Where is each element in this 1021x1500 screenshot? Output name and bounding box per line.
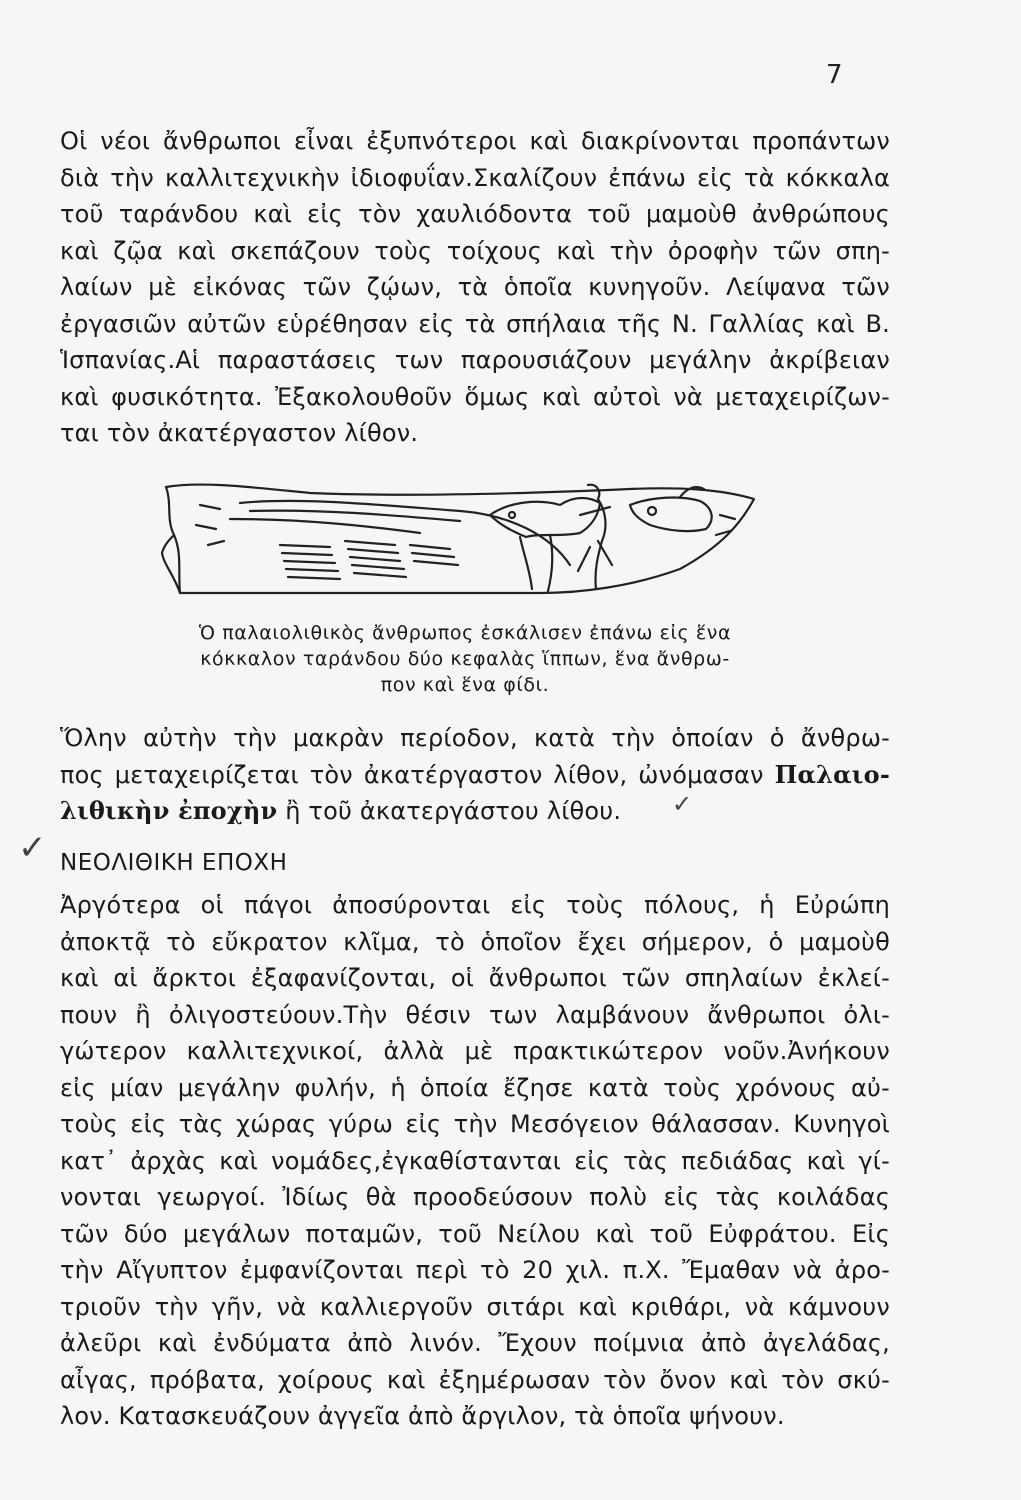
margin-check-mark: ✓ xyxy=(672,790,693,818)
text-line: Ἱσπανίας.Αἱ παραστάσεις των παρουσιάζουν μεγάλην ἀκρίβειαν xyxy=(60,346,890,374)
text-segment: πος μεταχειρίζεται τὸν ἀκατέργαστον λίθον, ὠνόμασαν xyxy=(60,760,775,789)
caption-line: Ὁ παλαιολιθικὸς ἄνθρωπος ἐσκάλισεν ἐπάνω εἰς ἕνα xyxy=(198,622,732,644)
text-line: τὴν Αἴγυπτον ἐμφανίζονται περὶ τὸ 20 χιλ. π.Χ. Ἔμαθαν νὰ ἀρο- xyxy=(60,1256,890,1284)
bone-engraving-drawing xyxy=(160,475,760,605)
text-line: τῶν δύο μεγάλων ποταμῶν, τοῦ Νείλου καὶ τοῦ Εὐφράτου. Εἰς xyxy=(60,1219,890,1248)
paragraph-paleolithic-era xyxy=(60,720,890,830)
text-line: τοὺς εἰς τὰς χώρας γύρω εἰς τὴν Μεσόγειον θάλασσαν. Κυνηγοὶ xyxy=(60,1110,890,1138)
text-line: αἶγας, πρόβατα, χοίρους καὶ ἐξημέρωσαν τὸν ὄνον καὶ τὸν σκύ- xyxy=(60,1365,890,1394)
text-line xyxy=(60,793,890,830)
text-line: γώτερον καλλιτεχνικοί, ἀλλὰ μὲ πρακτικώτερον νοῦν.Ἀνήκουν xyxy=(60,1037,890,1065)
carved-bone-illustration xyxy=(160,475,760,605)
page-number: 7 xyxy=(826,60,843,90)
text-line: λαίων μὲ εἰκόνας τῶν ζῴων, τὰ ὁποῖα κυνηγοῦν. Λείψανα τῶν xyxy=(60,273,890,301)
margin-v-mark: ✓ xyxy=(18,828,47,868)
bold-term: λιθικὴν ἐποχὴν xyxy=(60,796,278,825)
text-line: διὰ τὴν καλλιτεχνικὴν ἰδιοφυΐαν.Σκαλίζουν ἐπάνω εἰς τὰ κόκκαλα xyxy=(60,163,890,192)
section-heading-neolithic: ΝΕΟΛΙΘΙΚΗ ΕΠΟΧΗ xyxy=(60,850,288,876)
horse-head-right xyxy=(630,498,712,532)
text-line: ἐργασιῶν αὐτῶν εὑρέθησαν εἰς τὰ σπήλαια τῆς Ν. Γαλλίας καὶ Β. xyxy=(60,309,890,338)
paragraph-paleolithic-art xyxy=(60,123,890,452)
text-line: ἀποκτᾷ τὸ εὔκρατον κλῖμα, τὸ ὁποῖον ἔχει σήμερον, ὁ μαμοὺθ xyxy=(60,927,890,956)
caption-line: κόκκαλον ταράνδου δύο κεφαλὰς ἵππων, ἕνα ἄνθρω- xyxy=(200,648,730,670)
text-line: ἀλεῦρι καὶ ἐνδύματα ἀπὸ λινόν. Ἔχουν ποίμνια ἀπὸ ἀγελάδας, xyxy=(60,1329,890,1357)
text-line: ται τὸν ἀκατέργαστον λίθον. xyxy=(60,419,419,447)
text-line xyxy=(60,757,890,794)
caption-line: πον καὶ ἕνα φίδι. xyxy=(380,674,550,696)
text-line: κατ᾽ ἀρχὰς καὶ νομάδες,ἐγκαθίστανται εἰς τὰς πεδιάδας καὶ γί- xyxy=(60,1146,890,1175)
text-line: νονται γεωργοί. Ἰδίως θὰ προοδεύσουν πολὺ εἰς τὰς κοιλάδας xyxy=(60,1183,890,1211)
text-line: καὶ αἱ ἄρκτοι ἐξαφανίζονται, οἱ ἄνθρωποι τῶν σπηλαίων ἐκλεί- xyxy=(60,964,890,992)
text-segment: ἢ τοῦ ἀκατεργάστου λίθου. xyxy=(277,797,622,825)
text-line: εἰς μίαν μεγάλην φυλήν, ἡ ὁποία ἔζησε κατὰ τοὺς χρόνους αὐ- xyxy=(60,1073,890,1102)
text-line: πουν ἢ ὀλιγοστεύουν.Τὴν θέσιν των λαμβάνουν ἄνθρωποι ὀλι- xyxy=(60,1000,890,1029)
text-line: Οἱ νέοι ἄνθρωποι εἶναι ἐξυπνότεροι καὶ διακρίνονται προπάντων xyxy=(60,127,890,155)
text-line: τοῦ ταράνδου καὶ εἰς τὸν χαυλιόδοντα τοῦ μαμοὺθ ἀνθρώπους xyxy=(60,200,890,228)
paragraph-neolithic xyxy=(60,887,890,1435)
text-line: Ἀργότερα οἱ πάγοι ἀποσύρονται εἰς τοὺς πόλους, ἡ Εὐρώπη xyxy=(60,891,890,919)
text-line: καὶ ζῷα καὶ σκεπάζουν τοὺς τοίχους καὶ τὴν ὀροφὴν τῶν σπη- xyxy=(60,236,890,265)
text-line: λον. Κατασκευάζουν ἀγγεῖα ἀπὸ ἄργιλον, τὰ ὁποῖα ψήνουν. xyxy=(60,1402,785,1430)
text-line: τριοῦν τὴν γῆν, νὰ καλλιεργοῦν σιτάρι καὶ κριθάρι, νὰ κάμνουν xyxy=(60,1292,890,1321)
figure-caption xyxy=(150,620,780,698)
bold-term: Παλαιο- xyxy=(774,759,890,789)
text-line: καὶ φυσικότητα. Ἐξακολουθοῦν ὅμως καὶ αὐτοὶ νὰ μεταχειρίζων- xyxy=(60,382,890,411)
text-line: Ὅλην αὐτὴν τὴν μακρὰν περίοδον, κατὰ τὴν ὁποίαν ὁ ἄνθρω- xyxy=(60,724,890,752)
horse-head-left xyxy=(490,498,600,537)
